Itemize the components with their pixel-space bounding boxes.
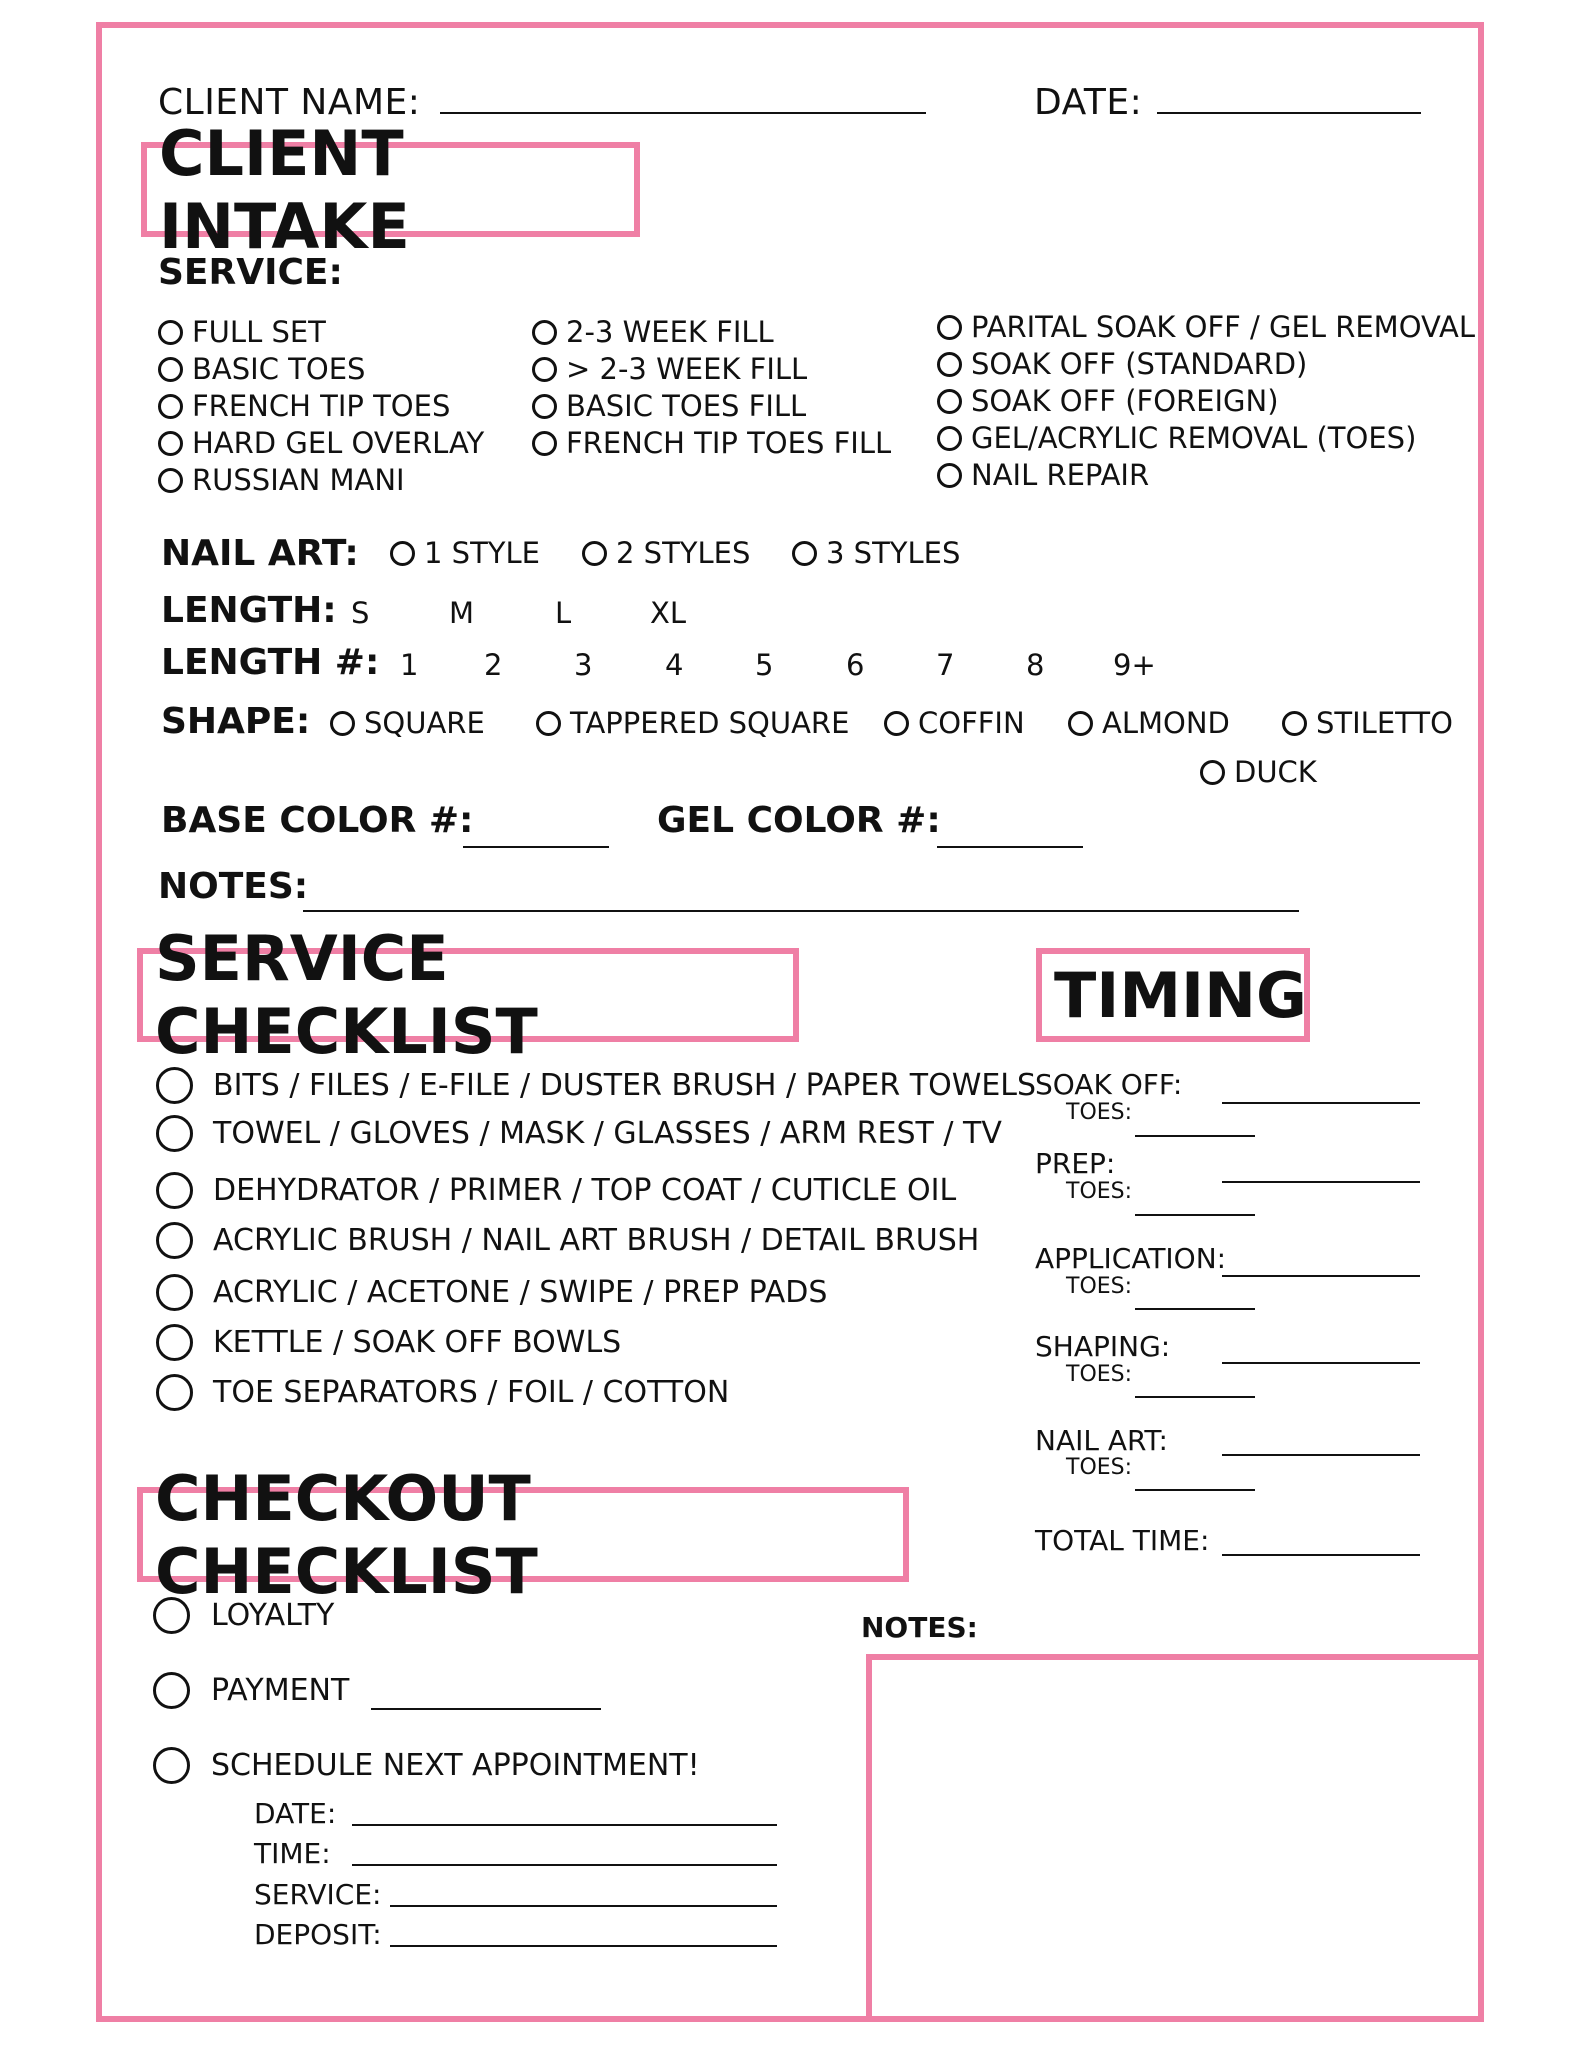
- service-option-russian-mani[interactable]: [158, 463, 405, 497]
- notes-label: NOTES:: [158, 866, 309, 907]
- timing-nail-art-toes-field[interactable]: [1135, 1489, 1255, 1491]
- checkbox-circle-icon[interactable]: [156, 1222, 193, 1259]
- timing-toes-label: TOES:: [1066, 1179, 1133, 1204]
- shape-option-duck[interactable]: [1200, 755, 1317, 789]
- option-label: 2 STYLES: [616, 536, 751, 570]
- radio-icon[interactable]: [330, 711, 355, 736]
- appt-time-field[interactable]: [352, 1864, 777, 1866]
- length-num-option[interactable]: 3: [574, 648, 593, 682]
- nail-art-label: NAIL ART:: [161, 533, 359, 574]
- length-num-option[interactable]: 1: [400, 648, 419, 682]
- radio-icon[interactable]: [158, 431, 183, 456]
- option-label: FRENCH TIP TOES FILL: [566, 426, 892, 460]
- timing-soak-off-field[interactable]: [1222, 1102, 1420, 1104]
- length-num-label: LENGTH #:: [161, 642, 380, 683]
- appt-time-label: TIME:: [254, 1837, 331, 1870]
- checkbox-circle-icon[interactable]: [156, 1172, 193, 1209]
- service-checklist-title-text: SERVICE CHECKLIST: [155, 922, 538, 1068]
- radio-icon[interactable]: [1200, 760, 1225, 785]
- base-color-field[interactable]: [463, 846, 609, 848]
- timing-toes-label: TOES:: [1066, 1455, 1133, 1480]
- timing-prep-label: PREP:: [1035, 1147, 1116, 1180]
- timing-toes-label: TOES:: [1066, 1100, 1133, 1125]
- service-option-removal-toes[interactable]: [937, 421, 1416, 455]
- timing-title: [1036, 948, 1310, 1042]
- radio-icon[interactable]: [158, 320, 183, 345]
- radio-icon[interactable]: [532, 394, 557, 419]
- option-label: SOAK OFF (STANDARD): [971, 347, 1308, 381]
- checklist-item[interactable]: [156, 1274, 827, 1311]
- service-option-soak-off-standard[interactable]: [937, 347, 1307, 381]
- shape-option-tappered-square[interactable]: [536, 706, 849, 740]
- timing-title-text: TIMING: [1054, 958, 1307, 1032]
- service-option-2-3-week-fill[interactable]: [532, 315, 774, 349]
- client-intake-title-text: CLIENT INTAKE: [159, 116, 410, 263]
- radio-icon[interactable]: [937, 315, 962, 340]
- checkout-checklist-title: [137, 1461, 909, 1608]
- checkout-loyalty[interactable]: [153, 1597, 334, 1634]
- appt-deposit-label: DEPOSIT:: [254, 1918, 382, 1951]
- service-option-soak-off-foreign[interactable]: [937, 384, 1279, 418]
- length-num-option[interactable]: 2: [484, 648, 503, 682]
- radio-icon[interactable]: [532, 431, 557, 456]
- length-option-s[interactable]: S: [351, 596, 370, 630]
- checklist-item[interactable]: [156, 1222, 979, 1259]
- checkbox-circle-icon[interactable]: [153, 1597, 190, 1634]
- radio-icon[interactable]: [937, 463, 962, 488]
- radio-icon[interactable]: [937, 352, 962, 377]
- appt-date-field[interactable]: [352, 1824, 777, 1826]
- notes-box[interactable]: [866, 1654, 1484, 2022]
- checklist-item-label: KETTLE / SOAK OFF BOWLS: [213, 1325, 622, 1360]
- shape-option-stiletto[interactable]: [1282, 706, 1453, 740]
- timing-application-field[interactable]: [1222, 1275, 1420, 1277]
- timing-application-toes-field[interactable]: [1135, 1308, 1255, 1310]
- checklist-item[interactable]: [156, 1324, 621, 1361]
- nail-art-option-2[interactable]: [582, 536, 750, 570]
- timing-total-time-label: TOTAL TIME:: [1035, 1524, 1210, 1557]
- checklist-item[interactable]: [156, 1172, 956, 1209]
- option-label: 2-3 WEEK FILL: [566, 315, 774, 349]
- option-label: PARITAL SOAK OFF / GEL REMOVAL: [971, 310, 1476, 344]
- shape-label: SHAPE:: [161, 701, 311, 742]
- option-label: COFFIN: [918, 706, 1025, 740]
- option-label: 3 STYLES: [826, 536, 961, 570]
- option-label: RUSSIAN MANI: [192, 463, 405, 497]
- notes-field[interactable]: [303, 910, 1299, 912]
- option-label: BASIC TOES: [192, 352, 366, 386]
- checkbox-circle-icon[interactable]: [156, 1324, 193, 1361]
- option-label: STILETTO: [1316, 706, 1453, 740]
- checkout-schedule[interactable]: [153, 1747, 700, 1784]
- checkbox-circle-icon[interactable]: [156, 1374, 193, 1411]
- service-option-hard-gel-overlay[interactable]: [158, 426, 484, 460]
- checklist-item-label: TOE SEPARATORS / FOIL / COTTON: [213, 1375, 730, 1410]
- timing-shaping-field[interactable]: [1222, 1362, 1420, 1364]
- checklist-item-label: TOWEL / GLOVES / MASK / GLASSES / ARM REST / TV: [213, 1116, 1002, 1151]
- radio-icon[interactable]: [532, 320, 557, 345]
- service-option-french-tip-toes-fill[interactable]: [532, 426, 891, 460]
- timing-soak-off-toes-field[interactable]: [1135, 1135, 1255, 1137]
- service-option-basic-toes[interactable]: [158, 352, 365, 386]
- timing-application-label: APPLICATION:: [1035, 1242, 1227, 1275]
- option-label: SOAK OFF (FOREIGN): [971, 384, 1279, 418]
- timing-nail-art-field[interactable]: [1222, 1454, 1420, 1456]
- option-label: NAIL REPAIR: [971, 458, 1150, 492]
- option-label: FRENCH TIP TOES: [192, 389, 451, 423]
- radio-icon[interactable]: [158, 394, 183, 419]
- checkbox-circle-icon[interactable]: [156, 1067, 193, 1104]
- radio-icon[interactable]: [158, 357, 183, 382]
- timing-shaping-toes-field[interactable]: [1135, 1396, 1255, 1398]
- checklist-item-label: ACRYLIC / ACETONE / SWIPE / PREP PADS: [213, 1275, 828, 1310]
- option-label: SQUARE: [364, 706, 485, 740]
- radio-icon[interactable]: [158, 468, 183, 493]
- checkout-item-label: LOYALTY: [211, 1598, 335, 1633]
- length-num-option[interactable]: 9+: [1113, 648, 1156, 682]
- radio-icon[interactable]: [792, 541, 817, 566]
- base-color-label: BASE COLOR #:: [161, 800, 474, 841]
- service-option-over-2-3-week-fill[interactable]: [532, 352, 807, 386]
- shape-option-almond[interactable]: [1068, 706, 1230, 740]
- checklist-item[interactable]: [156, 1067, 1036, 1104]
- appt-service-field[interactable]: [390, 1905, 777, 1907]
- checkbox-circle-icon[interactable]: [156, 1115, 193, 1152]
- timing-shaping-label: SHAPING:: [1035, 1330, 1171, 1363]
- appt-date-label: DATE:: [254, 1797, 337, 1830]
- timing-toes-label: TOES:: [1066, 1362, 1133, 1387]
- shape-option-coffin[interactable]: [884, 706, 1025, 740]
- length-option-l[interactable]: L: [555, 596, 572, 630]
- option-label: GEL/ACRYLIC REMOVAL (TOES): [971, 421, 1417, 455]
- payment-field[interactable]: [371, 1708, 601, 1710]
- option-label: 1 STYLE: [424, 536, 540, 570]
- checklist-item-label: BITS / FILES / E-FILE / DUSTER BRUSH / PAPER TOWELS: [213, 1068, 1037, 1103]
- date-label: DATE:: [1034, 82, 1143, 123]
- checklist-item[interactable]: [156, 1115, 1002, 1152]
- client-name-field[interactable]: [440, 112, 926, 114]
- service-option-full-set[interactable]: [158, 315, 326, 349]
- checkbox-circle-icon[interactable]: [153, 1747, 190, 1784]
- radio-icon[interactable]: [937, 426, 962, 451]
- radio-icon[interactable]: [1068, 711, 1093, 736]
- option-label: ALMOND: [1102, 706, 1230, 740]
- client-intake-title: [141, 116, 640, 263]
- notes-box-label: NOTES:: [861, 1611, 978, 1644]
- checkout-payment[interactable]: [153, 1672, 349, 1709]
- length-option-xl[interactable]: XL: [650, 596, 687, 630]
- checklist-item[interactable]: [156, 1374, 729, 1411]
- service-option-nail-repair[interactable]: [937, 458, 1149, 492]
- appt-service-label: SERVICE:: [254, 1878, 382, 1911]
- option-label: DUCK: [1234, 755, 1317, 789]
- radio-icon[interactable]: [390, 541, 415, 566]
- length-num-option[interactable]: 4: [665, 648, 684, 682]
- gel-color-field[interactable]: [937, 846, 1083, 848]
- client-name-label: CLIENT NAME:: [158, 82, 421, 123]
- radio-icon[interactable]: [536, 711, 561, 736]
- option-label: BASIC TOES FILL: [566, 389, 807, 423]
- date-field[interactable]: [1157, 112, 1421, 114]
- radio-icon[interactable]: [884, 711, 909, 736]
- shape-option-square[interactable]: [330, 706, 485, 740]
- timing-total-time-field[interactable]: [1222, 1554, 1420, 1556]
- checklist-item-label: DEHYDRATOR / PRIMER / TOP COAT / CUTICLE OIL: [213, 1173, 957, 1208]
- checkout-item-label: SCHEDULE NEXT APPOINTMENT!: [211, 1748, 700, 1783]
- service-label: SERVICE:: [158, 252, 343, 293]
- timing-prep-toes-field[interactable]: [1135, 1214, 1255, 1216]
- service-checklist-title: [137, 922, 799, 1068]
- nail-art-option-3[interactable]: [792, 536, 960, 570]
- appt-deposit-field[interactable]: [390, 1945, 777, 1947]
- timing-prep-field[interactable]: [1222, 1181, 1420, 1183]
- length-option-m[interactable]: M: [449, 596, 475, 630]
- checkbox-circle-icon[interactable]: [156, 1274, 193, 1311]
- length-label: LENGTH:: [161, 590, 337, 631]
- checklist-item-label: ACRYLIC BRUSH / NAIL ART BRUSH / DETAIL BRUSH: [213, 1223, 980, 1258]
- length-num-option[interactable]: 6: [846, 648, 865, 682]
- nail-art-option-1[interactable]: [390, 536, 540, 570]
- option-label: TAPPERED SQUARE: [570, 706, 850, 740]
- service-option-french-tip-toes[interactable]: [158, 389, 450, 423]
- radio-icon[interactable]: [937, 389, 962, 414]
- option-label: HARD GEL OVERLAY: [192, 426, 485, 460]
- checkout-item-label: PAYMENT: [211, 1673, 350, 1708]
- option-label: > 2-3 WEEK FILL: [566, 352, 808, 386]
- checkout-checklist-title-text: CHECKOUT CHECKLIST: [155, 1461, 538, 1608]
- radio-icon[interactable]: [532, 357, 557, 382]
- service-option-basic-toes-fill[interactable]: [532, 389, 806, 423]
- radio-icon[interactable]: [1282, 711, 1307, 736]
- gel-color-label: GEL COLOR #:: [657, 800, 941, 841]
- timing-toes-label: TOES:: [1066, 1274, 1133, 1299]
- timing-nail-art-label: NAIL ART:: [1035, 1424, 1168, 1457]
- checkbox-circle-icon[interactable]: [153, 1672, 190, 1709]
- length-num-option[interactable]: 8: [1026, 648, 1045, 682]
- length-num-option[interactable]: 7: [936, 648, 955, 682]
- radio-icon[interactable]: [582, 541, 607, 566]
- length-num-option[interactable]: 5: [755, 648, 774, 682]
- service-option-partial-soak-off[interactable]: [937, 310, 1475, 344]
- timing-soak-off-label: SOAK OFF:: [1035, 1068, 1183, 1101]
- option-label: FULL SET: [192, 315, 326, 349]
